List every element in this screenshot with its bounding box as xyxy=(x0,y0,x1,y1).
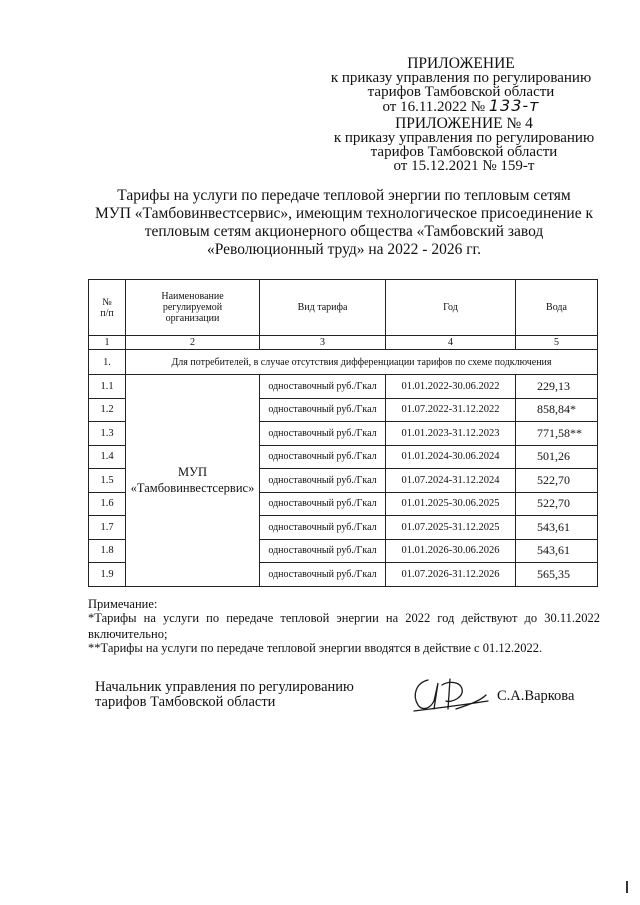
header-org-line-3: организации xyxy=(165,313,220,324)
tariff-type: одноставочный руб./Гкал xyxy=(260,563,386,587)
row-number: 1.6 xyxy=(89,492,126,516)
tariff-type: одноставочный руб./Гкал xyxy=(260,492,386,516)
header-organization xyxy=(126,280,260,336)
column-number: 3 xyxy=(260,336,386,350)
tariff-type: одноставочный руб./Гкал xyxy=(260,516,386,540)
tariff-period: 01.07.2024-31.12.2024 xyxy=(386,469,516,493)
tariff-period: 01.07.2022-31.12.2022 xyxy=(386,398,516,422)
scan-mark xyxy=(626,881,628,893)
signatory-name: С.А.Варкова xyxy=(497,688,575,704)
section-row xyxy=(89,350,598,375)
title-line-2: МУП «Тамбовинвестсервис», имеющим технологическое присоединение к xyxy=(94,205,593,222)
row-number: 1.1 xyxy=(89,375,126,399)
signatory-title-line-2: тарифов Тамбовской области xyxy=(95,694,276,710)
appendix-date-line xyxy=(330,96,592,115)
appendix-order-line: к приказу управления по регулированию xyxy=(330,70,592,86)
tariff-type: одноставочный руб./Гкал xyxy=(260,375,386,399)
tariff-period: 01.01.2024-30.06.2024 xyxy=(386,445,516,469)
row-number: 1.4 xyxy=(89,445,126,469)
section-number: 1. xyxy=(89,350,126,375)
appendix-authority-line: тарифов Тамбовской области xyxy=(367,84,555,100)
column-number: 5 xyxy=(516,336,598,350)
tariff-period: 01.07.2026-31.12.2026 xyxy=(386,563,516,587)
row-number: 1.8 xyxy=(89,539,126,563)
note-1: *Тарифы на услуги по передаче тепловой энергии на 2022 год действуют до 30.11.2022 включительно; xyxy=(88,611,600,641)
tariff-value: 565,35 xyxy=(516,563,598,587)
table-header-row xyxy=(89,280,598,336)
tariff-value: 229,13 xyxy=(516,375,598,399)
tariff-value: 543,61 xyxy=(516,516,598,540)
tariff-type: одноставочный руб./Гкал xyxy=(260,469,386,493)
tariff-type: одноставочный руб./Гкал xyxy=(260,398,386,422)
column-number: 4 xyxy=(386,336,516,350)
column-number-row xyxy=(89,336,598,350)
tariff-value: 501,26 xyxy=(516,445,598,469)
appendix-title: ПРИЛОЖЕНИЕ xyxy=(407,55,515,72)
column-number: 1 xyxy=(89,336,126,350)
tariff-period: 01.07.2025-31.12.2025 xyxy=(386,516,516,540)
appendix-date: от 16.11.2022 № xyxy=(382,99,486,115)
tariff-type: одноставочный руб./Гкал xyxy=(260,422,386,446)
appendix-4-order-line: к приказу управления по регулированию xyxy=(333,130,595,146)
header-org-line-2: регулируемой xyxy=(162,302,223,313)
handwritten-order-number: 133-т xyxy=(488,96,540,115)
appendix-header xyxy=(330,57,592,114)
header-water: Вода xyxy=(516,280,598,336)
title-line-3: тепловым сетям акционерного общества «Тамбовский завод xyxy=(144,223,544,240)
section-label: Для потребителей, в случае отсутствия дифференциации тарифов по схеме подключения xyxy=(126,350,598,375)
row-number: 1.5 xyxy=(89,469,126,493)
tariff-period: 01.01.2022-30.06.2022 xyxy=(386,375,516,399)
organization-line-1: МУП xyxy=(178,465,207,480)
header-num-symbol: № xyxy=(102,296,112,308)
tariff-type: одноставочный руб./Гкал xyxy=(260,539,386,563)
signature-stroke xyxy=(414,679,488,711)
tariff-value: 543,61 xyxy=(516,539,598,563)
appendix-4-authority-line: тарифов Тамбовской области xyxy=(370,144,558,160)
table-row xyxy=(89,375,598,399)
header-num xyxy=(89,280,126,336)
header-org-line-1: Наименование xyxy=(161,291,224,302)
row-number: 1.2 xyxy=(89,398,126,422)
title-line-1: Тарифы на услуги по передаче тепловой энергии по тепловым сетям xyxy=(117,187,571,204)
organization-name: «Тамбовинвестсервис» xyxy=(130,481,255,496)
row-number: 1.3 xyxy=(89,422,126,446)
appendix-4-title: ПРИЛОЖЕНИЕ № 4 xyxy=(395,115,533,132)
signatory-title-line-1: Начальник управления по регулированию xyxy=(95,679,354,695)
column-number: 2 xyxy=(126,336,260,350)
appendix-4-date-line: от 15.12.2021 № 159-т xyxy=(393,158,535,174)
appendix-4-header xyxy=(330,117,598,173)
header-year: Год xyxy=(386,280,516,336)
row-number: 1.7 xyxy=(89,516,126,540)
tariff-period: 01.01.2026-30.06.2026 xyxy=(386,539,516,563)
tariff-period: 01.01.2023-31.12.2023 xyxy=(386,422,516,446)
document-title xyxy=(90,187,598,259)
tariff-period: 01.01.2025-30.06.2025 xyxy=(386,492,516,516)
header-num-abbrev: п/п xyxy=(100,307,114,319)
notes-heading: Примечание: xyxy=(88,597,158,611)
row-number: 1.9 xyxy=(89,563,126,587)
tariff-value: 522,70 xyxy=(516,469,598,493)
tariff-type: одноставочный руб./Гкал xyxy=(260,445,386,469)
tariffs-table xyxy=(88,279,598,587)
handwritten-signature xyxy=(408,675,490,715)
signatory-title xyxy=(95,680,395,710)
organization-cell xyxy=(126,375,260,587)
title-line-4: «Революционный труд» на 2022 - 2026 гг. xyxy=(206,241,482,258)
tariff-value: 858,84* xyxy=(516,398,598,422)
header-tariff-type: Вид тарифа xyxy=(260,280,386,336)
tariff-value: 522,70 xyxy=(516,492,598,516)
note-2: **Тарифы на услуги по передаче тепловой энергии вводятся в действие с 01.12.2022. xyxy=(88,641,543,655)
tariff-value: 771,58** xyxy=(516,422,598,446)
